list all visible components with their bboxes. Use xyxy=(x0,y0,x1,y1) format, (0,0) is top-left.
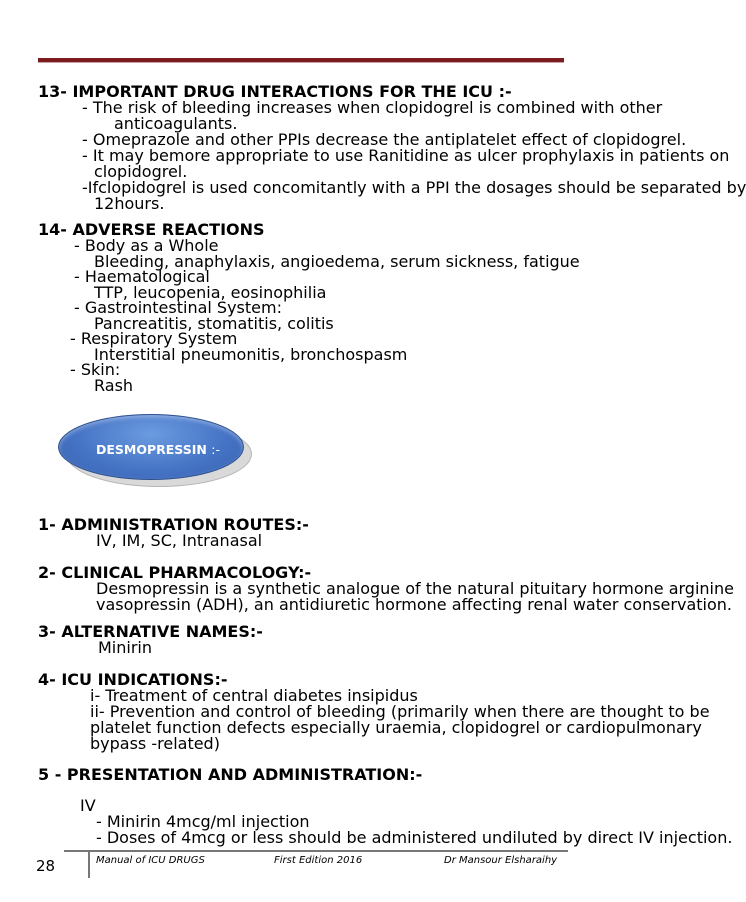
section-13-line: clopidogrel. xyxy=(94,162,188,181)
drug-title xyxy=(96,442,220,457)
section-13-line: anticoagulants. xyxy=(114,114,238,133)
indications-heading: 4- ICU INDICATIONS:- xyxy=(38,670,228,689)
pharmacology-heading: 2- CLINICAL PHARMACOLOGY:- xyxy=(38,563,312,582)
footer-divider xyxy=(88,852,90,878)
routes-text: IV, IM, SC, Intranasal xyxy=(96,531,263,550)
section-13-line: -Ifclopidogrel is used concomitantly with a PPI the dosages should be separated by xyxy=(82,178,746,197)
section-13-heading: 13- IMPORTANT DRUG INTERACTIONS FOR THE ICU :- xyxy=(38,82,512,101)
page-number: 28 xyxy=(36,857,56,875)
footer-author: Dr Mansour Elsharaihy xyxy=(444,855,558,866)
section-14-heading: 14- ADVERSE REACTIONS xyxy=(38,220,265,239)
section-13-line: - Omeprazole and other PPIs decrease the antiplatelet effect of clopidogrel. xyxy=(82,130,687,149)
alt-names-heading: 3- ALTERNATIVE NAMES:- xyxy=(38,622,263,641)
adverse-category: - Body as a Whole xyxy=(74,236,219,255)
section-13-line: 12hours. xyxy=(94,194,165,213)
adverse-category: - Gastrointestinal System: xyxy=(74,298,282,317)
adverse-detail: Rash xyxy=(94,376,134,395)
presentation-route: IV xyxy=(80,796,96,815)
adverse-detail: TTP, leucopenia, eosinophilia xyxy=(94,283,327,302)
adverse-category: - Respiratory System xyxy=(70,329,238,348)
drug-title-text: DESMOPRESSIN xyxy=(96,442,207,457)
section-13-line: - It may bemore appropriate to use Ranitidine as ulcer prophylaxis in patients on xyxy=(82,146,730,165)
indication-item: platelet function defects especially uraemia, clopidogrel or cardiopulmonary xyxy=(90,718,702,737)
drug-title-badge xyxy=(58,414,258,494)
section-13-line: - The risk of bleeding increases when clopidogrel is combined with other xyxy=(82,98,663,117)
footer-edition: First Edition 2016 xyxy=(274,855,363,866)
adverse-detail: Interstitial pneumonitis, bronchospasm xyxy=(94,345,408,364)
routes-heading: 1- ADMINISTRATION ROUTES:- xyxy=(38,515,309,534)
adverse-category: - Haematological xyxy=(74,267,210,286)
adverse-category: - Skin: xyxy=(70,360,121,379)
drug-title-suffix: :- xyxy=(211,442,220,457)
presentation-heading: 5 - PRESENTATION AND ADMINISTRATION:- xyxy=(38,765,423,784)
adverse-detail: Pancreatitis, stomatitis, colitis xyxy=(94,314,334,333)
pharmacology-line: Desmopressin is a synthetic analogue of the natural pituitary hormone arginine xyxy=(96,579,734,598)
adverse-detail: Bleeding, anaphylaxis, angioedema, serum sickness, fatigue xyxy=(94,252,580,271)
header-rule xyxy=(38,58,564,63)
pharmacology-line: vasopressin (ADH), an antidiuretic hormone affecting renal water conservation. xyxy=(96,595,732,614)
footer-rule xyxy=(64,850,568,852)
alt-names-text: Minirin xyxy=(98,638,152,657)
indication-item: ii- Prevention and control of bleeding (primarily when there are thought to be xyxy=(90,702,710,721)
presentation-line: - Minirin 4mcg/ml injection xyxy=(96,812,310,831)
indication-item: bypass -related) xyxy=(90,734,220,753)
footer-manual-title: Manual of ICU DRUGS xyxy=(96,855,205,866)
presentation-line: - Doses of 4mcg or less should be administered undiluted by direct IV injection. xyxy=(96,828,733,847)
indication-item: i- Treatment of central diabetes insipidus xyxy=(90,686,418,705)
